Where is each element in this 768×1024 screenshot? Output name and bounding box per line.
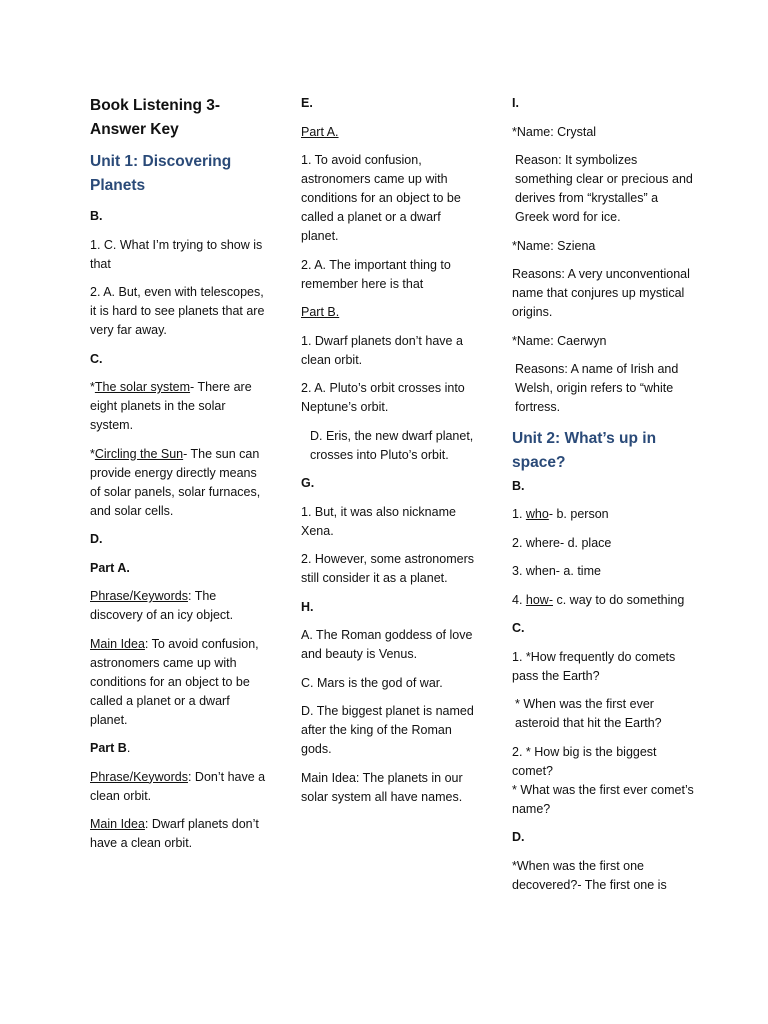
answer-c2: * When was the first ever asteroid that hit the Earth? bbox=[515, 697, 662, 730]
section-b-heading: B. bbox=[512, 478, 525, 493]
item-number: 1. bbox=[512, 507, 526, 521]
name-caerwyn: *Name: Caerwyn bbox=[512, 333, 607, 348]
answer-d1: *When was the first one decovered?- The first one is bbox=[512, 858, 667, 892]
answer-b2: 2. where- d. place bbox=[512, 535, 612, 550]
keywords-text: : The discovery of an icy object. bbox=[90, 589, 234, 622]
answer-b1: 1. C. What I’m trying to show is that bbox=[90, 237, 263, 271]
reason-sziena: Reasons: A very unconventional name that conjures up mystical origins. bbox=[512, 267, 690, 319]
answer-text: c. way to do something bbox=[553, 592, 685, 607]
part-b-main-idea bbox=[90, 815, 268, 853]
column-right bbox=[512, 94, 694, 904]
bullet-star: * bbox=[90, 380, 95, 394]
main-idea-text: : To avoid confusion, astronomers came up with conditions for an object to be called a planet or a dwarf planet. bbox=[90, 636, 259, 727]
answer-h4: Main Idea: The planets in our solar system all have names. bbox=[301, 770, 463, 804]
answer-e-a1: 1. To avoid confusion, astronomers came up with conditions for an object to be called a planet or a dwarf planet. bbox=[301, 153, 461, 243]
name-crystal: *Name: Crystal bbox=[512, 124, 597, 139]
answer-e-b3: D. Eris, the new dwarf planet, crosses into Pluto’s orbit. bbox=[310, 428, 474, 462]
answer-text: - There are eight planets in the solar system. bbox=[90, 380, 252, 432]
underlined-term: Circling the Sun bbox=[94, 446, 184, 461]
answer-c1 bbox=[90, 378, 268, 435]
column-middle bbox=[301, 94, 481, 816]
section-g-heading: G. bbox=[301, 476, 315, 490]
main-idea-text: : Dwarf planets don’t have a clean orbit. bbox=[90, 817, 259, 850]
part-a-main-idea bbox=[90, 635, 268, 730]
answer-c4: * What was the first ever comet’s name? bbox=[512, 782, 694, 816]
section-c-heading: C. bbox=[90, 351, 103, 366]
main-idea-label: Main Idea bbox=[90, 817, 145, 831]
underlined-word: who bbox=[525, 507, 549, 521]
name-sziena: *Name: Sziena bbox=[512, 238, 596, 253]
section-h-heading: H. bbox=[301, 599, 314, 614]
section-b-heading: B. bbox=[90, 209, 103, 223]
part-a-heading: Part A. bbox=[90, 560, 130, 575]
answer-h1: A. The Roman goddess of love and beauty is Venus. bbox=[301, 628, 473, 661]
document-title: Book Listening 3- Answer Key bbox=[90, 97, 221, 138]
answer-e-a2: 2. A. The important thing to remember here is that bbox=[301, 257, 451, 291]
answer-b1 bbox=[512, 505, 694, 524]
answer-text: - b. person bbox=[548, 507, 609, 521]
main-idea-label: Main Idea bbox=[90, 636, 145, 651]
answer-c1: 1. *How frequently do comets pass the Earth? bbox=[512, 649, 676, 683]
bullet-star: * bbox=[90, 446, 95, 461]
underlined-term: The solar system bbox=[94, 380, 191, 394]
reason-crystal: Reason: It symbolizes something clear or precious and derives from “krystalles” a Greek word for ice. bbox=[515, 153, 693, 224]
part-b-label: Part B bbox=[90, 741, 127, 755]
answer-c2 bbox=[90, 445, 268, 521]
answer-e-b1: 1. Dwarf planets don’t have a clean orbit. bbox=[301, 333, 463, 367]
unit-2-heading: Unit 2: What’s up in space? bbox=[512, 429, 657, 471]
underlined-word: how- bbox=[525, 592, 553, 607]
part-b-heading bbox=[90, 739, 268, 758]
reason-caerwyn: Reasons: A name of Irish and Welsh, origin refers to “white fortress. bbox=[515, 362, 679, 414]
part-b-dot: . bbox=[126, 741, 131, 755]
unit-1-heading: Unit 1: Discovering Planets bbox=[90, 153, 232, 194]
answer-text: - The sun can provide energy directly means of solar panels, solar furnaces, and solar cells. bbox=[90, 446, 261, 518]
answer-b2: 2. A. But, even with telescopes, it is hard to see planets that are very far away. bbox=[90, 285, 265, 337]
item-number: 4. bbox=[512, 592, 526, 607]
answer-g2: 2. However, some astronomers still consider it as a planet. bbox=[301, 552, 474, 585]
part-a-keywords bbox=[90, 587, 268, 625]
part-a-heading: Part A. bbox=[301, 124, 339, 139]
answer-b4 bbox=[512, 591, 694, 610]
part-b-keywords bbox=[90, 768, 268, 806]
keywords-text: : Don’t have a clean orbit. bbox=[90, 769, 266, 803]
answer-h2: C. Mars is the god of war. bbox=[301, 675, 443, 690]
answer-b3: 3. when- a. time bbox=[512, 564, 601, 578]
keywords-label: Phrase/Keywords bbox=[90, 589, 188, 603]
section-c-heading: C. bbox=[512, 621, 525, 635]
column-left bbox=[90, 94, 268, 863]
section-e-heading: E. bbox=[301, 96, 313, 110]
part-b-heading: Part B. bbox=[301, 305, 340, 319]
section-d-heading: D. bbox=[90, 532, 103, 546]
answer-g1: 1. But, it was also nickname Xena. bbox=[301, 504, 456, 538]
answer-c3: 2. * How big is the biggest comet? bbox=[512, 744, 657, 778]
section-d-heading: D. bbox=[512, 830, 525, 844]
section-i-heading: I. bbox=[512, 96, 519, 110]
answer-e-b2: 2. A. Pluto’s orbit crosses into Neptune’s orbit. bbox=[301, 381, 465, 414]
answer-h3: D. The biggest planet is named after the king of the Roman gods. bbox=[301, 704, 474, 756]
keywords-label: Phrase/Keywords bbox=[90, 769, 188, 784]
